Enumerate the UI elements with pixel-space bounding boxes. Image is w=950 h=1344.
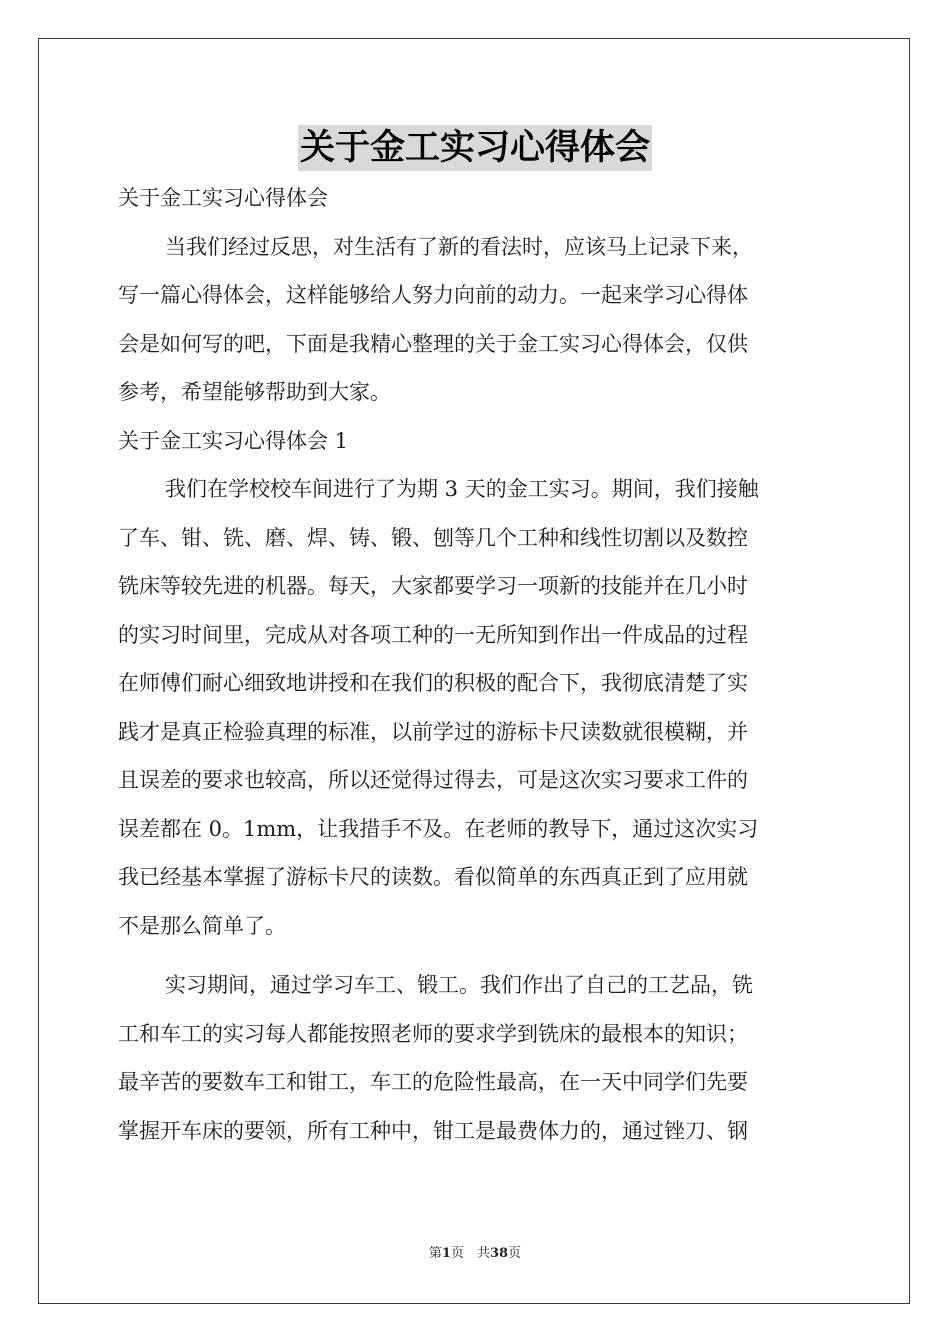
paragraph-line: 了车、钳、铣、磨、焊、铸、锻、刨等几个工种和线性切割以及数控	[118, 525, 748, 550]
paragraph-line: 工和车工的实习每人都能按照老师的要求学到铣床的最根本的知识；	[118, 1021, 748, 1046]
footer-middle: 页 共	[450, 1246, 490, 1261]
footer-suffix: 页	[508, 1246, 522, 1261]
paragraph-line: 写一篇心得体会，这样能够给人努力向前的动力。一起来学习心得体	[118, 283, 748, 307]
total-pages-number: 38	[489, 1246, 509, 1261]
paragraph-line: 不是那么简单了。	[118, 913, 286, 938]
paragraph-line: 我已经基本掌握了游标卡尺的读数。看似简单的东西真正到了应用就	[118, 865, 748, 889]
paragraph-line: 误差都在 0。1mm，让我措手不及。在老师的教导下，通过这次实习	[118, 816, 759, 841]
paragraph-line: 且误差的要求也较高，所以还觉得过得去，可是这次实习要求工件的	[118, 768, 748, 792]
paragraph-line: 践才是真正检验真理的标准，以前学过的游标卡尺读数就很模糊，并	[118, 719, 748, 744]
paragraph-line: 实习期间，通过学习车工、锻工。我们作出了自己的工艺品，铣	[165, 973, 753, 997]
paragraph-line: 会是如何写的吧，下面是我精心整理的关于金工实习心得体会，仅供	[118, 331, 748, 356]
document-title-text: 关于金工实习心得体会	[298, 125, 652, 171]
document-body	[118, 174, 838, 1155]
paragraph-line: 参考，希望能够帮助到大家。	[118, 380, 391, 404]
subtitle-line: 关于金工实习心得体会	[118, 186, 328, 210]
current-page-number: 1	[441, 1246, 451, 1261]
section-heading: 关于金工实习心得体会 1	[118, 428, 349, 453]
footer-prefix: 第	[428, 1246, 442, 1261]
paragraph-line: 掌握开车床的要领，所有工种中，钳工是最费体力的，通过锉刀、钢	[118, 1118, 748, 1143]
paragraph-line: 我们在学校校车间进行了为期 3 天的金工实习。期间，我们接触	[165, 477, 759, 501]
paragraph-line: 铣床等较先进的机器。每天，大家都要学习一项新的技能并在几小时	[118, 574, 748, 598]
paragraph-line: 在师傅们耐心细致地讲授和在我们的积极的配合下，我彻底清楚了实	[118, 671, 748, 695]
paragraph-line: 当我们经过反思，对生活有了新的看法时，应该马上记录下来，	[165, 234, 753, 259]
document-title	[0, 125, 950, 171]
paragraph-line: 的实习时间里，完成从对各项工种的一无所知到作出一件成品的过程	[118, 622, 748, 647]
page-footer	[0, 1242, 950, 1261]
paragraph-line: 最辛苦的要数车工和钳工，车工的危险性最高，在一天中同学们先要	[118, 1070, 748, 1094]
